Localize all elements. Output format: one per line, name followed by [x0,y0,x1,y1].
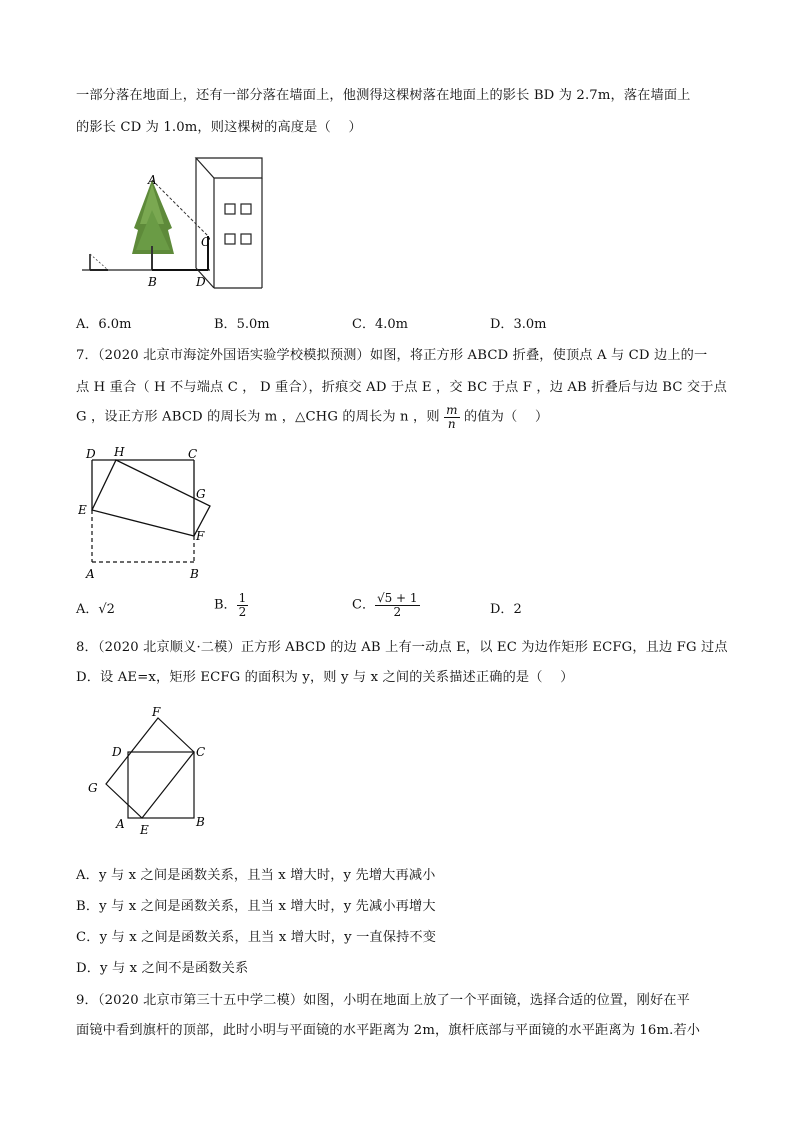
q7-fraction: $\frac{m}{n}$ [446,403,458,431]
q7-label-F: F [196,529,205,543]
q6-text-line-1: 一部分落在地面上，还有一部分落在墙面上，他测得这棵树落在地面上的影长 BD 为 2.7m，落在墙面上 [76,88,691,103]
q6-label-D: D [196,275,206,289]
q6-text-line-2: 的影长 CD 为 1.0m，则这棵树的高度是（ ） [76,120,362,135]
q7-label-H: H [114,445,125,459]
tree-icon [132,180,174,270]
q8-label-A: A [116,817,125,831]
q7-text-line-3: G ，设正方形 ABCD 的周长为 m ，△CHG 的周长为 n ，则 $\frac{m}{n}$ 的值为（ ） [76,403,549,431]
q7-option-d: D．2 [490,602,522,617]
q7-option-b: B． $\frac{1}{2}$ [214,591,247,619]
q6-label-C: C [201,235,211,249]
q7-option-a: A．√2 [76,602,115,617]
q6-option-c: C．4.0m [352,317,408,332]
q8-label-C: C [196,745,206,759]
q6-tree-figure [78,150,278,290]
q6-option-a: A．6.0m [76,317,132,332]
q8-option-d: D．y 与 x 之间不是函数关系 [76,961,249,976]
q6-label-A: A [148,173,157,187]
q8-text-line-2: D．设 AE=x，矩形 ECFG 的面积为 y，则 y 与 x 之间的关系描述正确的是（ ） [76,670,574,685]
q8-label-G: G [88,781,98,795]
q8-option-c: C．y 与 x 之间是函数关系，且当 x 增大时，y 一直保持不变 [76,930,437,945]
q6-option-d: D．3.0m [490,317,547,332]
q7-label-A: A [86,567,95,581]
q7-text-line-1: 7．（2020 北京市海淀外国语实验学校模拟预测）如图，将正方形 ABCD 折叠，使顶点 A 与 CD 边上的一 [76,348,708,363]
q9-text-line-2: 面镜中看到旗杆的顶部，此时小明与平面镜的水平距离为 2m，旗杆底部与平面镜的水平距离为 16m.若小 [76,1023,701,1038]
q6-option-b: B．5.0m [214,317,270,332]
q8-label-E: E [140,823,149,837]
q7-label-G: G [196,487,206,501]
q7-label-E: E [78,503,87,517]
q8-text-line-1: 8．（2020 北京顺义·二模）正方形 ABCD 的边 AB 上有一动点 E，以 EC 为边作矩形 ECFG，且边 FG 过点 [76,640,728,655]
q7-label-B: B [190,567,199,581]
q8-label-D: D [112,745,122,759]
q8-rectangle-figure [84,700,224,840]
q7-option-c: C． $\frac{√5 + 1}{2}$ [352,591,418,619]
q8-option-a: A．y 与 x 之间是函数关系，且当 x 增大时，y 先增大再减小 [76,868,436,883]
building-icon [196,158,262,288]
q7-label-C: C [188,447,198,461]
q7-text-line-2: 点 H 重合（ H 不与端点 C ， D 重合），折痕交 AD 于点 E ，交 BC 于点 F ，边 AB 折叠后与边 BC 交于点 [76,380,727,395]
q8-label-B: B [196,815,205,829]
q6-label-B: B [148,275,157,289]
q8-label-F: F [152,705,161,719]
q7-square-figure [78,442,228,582]
q7-label-D: D [86,447,96,461]
q8-option-b: B．y 与 x 之间是函数关系，且当 x 增大时，y 先减小再增大 [76,899,436,914]
q9-text-line-1: 9．（2020 北京市第三十五中学二模）如图，小明在地面上放了一个平面镜，选择合适的位置，刚好在平 [76,993,690,1008]
